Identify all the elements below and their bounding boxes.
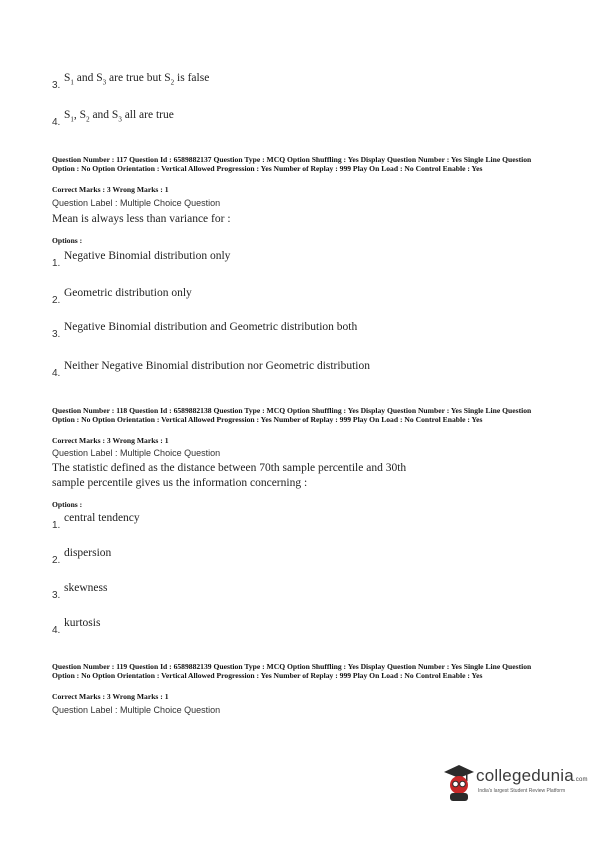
option-number: 3.: [52, 80, 61, 91]
question-117-label: Question Label : Multiple Choice Question: [52, 198, 221, 208]
question-117-text: Mean is always less than variance for :: [52, 213, 231, 225]
option-text: Geometric distribution only: [64, 287, 192, 299]
option-number: 1.: [52, 520, 61, 531]
collegedunia-logo: [442, 762, 588, 810]
option-text: kurtosis: [64, 617, 101, 629]
option-number: 2.: [52, 295, 61, 306]
question-118-text-line-2: sample percentile gives us the information concerning :: [52, 477, 308, 489]
option-number: 3.: [52, 329, 61, 340]
option-text: Negative Binomial distribution and Geometric distribution both: [64, 321, 358, 333]
graduate-mascot-icon: [442, 762, 476, 802]
question-117-options-heading: Options :: [52, 236, 83, 245]
option-number: 4.: [52, 117, 61, 128]
question-119-marks: Correct Marks : 3 Wrong Marks : 1: [52, 692, 169, 701]
question-118-text: [52, 461, 522, 491]
question-118-options-heading: Options :: [52, 500, 83, 509]
option-text: $S_1$, $S_2$ and $S_3$ all are true: [64, 109, 174, 124]
option-number: 4.: [52, 625, 61, 636]
option-text: Negative Binomial distribution only: [64, 250, 231, 262]
question-117-marks: Correct Marks : 3 Wrong Marks : 1: [52, 185, 169, 194]
question-118-meta: Question Number : 118 Question Id : 6589882138 Question Type : MCQ Option Shuffling : Yes Display Question Number : Yes Single Line Question Option : No Option Orientation : Vertical Allowed Progression : Yes Number of Replay : 999 Play On Load : No Control Enable : Yes: [52, 406, 532, 424]
option-text: Neither Negative Binomial distribution nor Geometric distribution: [64, 360, 370, 372]
question-118-text-line-1: The statistic defined as the distance between 70th sample percentile and 30th: [52, 462, 407, 474]
logo-name: collegedunia.com: [476, 766, 588, 785]
option-text: skewness: [64, 582, 108, 594]
question-119-label: Question Label : Multiple Choice Question: [52, 705, 221, 715]
option-number: 3.: [52, 590, 61, 601]
question-118-marks: Correct Marks : 3 Wrong Marks : 1: [52, 436, 169, 445]
option-text: dispersion: [64, 547, 112, 559]
option-number: 4.: [52, 368, 61, 379]
logo-tagline: India's largest Student Review Platform: [478, 788, 566, 794]
option-text: central tendency: [64, 512, 140, 524]
option-text: $S_1$ and $S_3$ are true but $S_2$ is false: [64, 72, 210, 87]
option-number: 2.: [52, 555, 61, 566]
option-number: 1.: [52, 258, 61, 269]
question-118-label: Question Label : Multiple Choice Question: [52, 448, 221, 458]
question-117-meta: Question Number : 117 Question Id : 6589882137 Question Type : MCQ Option Shuffling : Yes Display Question Number : Yes Single Line Question Option : No Option Orientation : Vertical Allowed Progression : Yes Number of Replay : 999 Play On Load : No Control Enable : Yes: [52, 155, 532, 173]
question-119-meta: Question Number : 119 Question Id : 6589882139 Question Type : MCQ Option Shuffling : Yes Display Question Number : Yes Single Line Question Option : No Option Orientation : Vertical Allowed Progression : Yes Number of Replay : 999 Play On Load : No Control Enable : Yes: [52, 662, 532, 680]
